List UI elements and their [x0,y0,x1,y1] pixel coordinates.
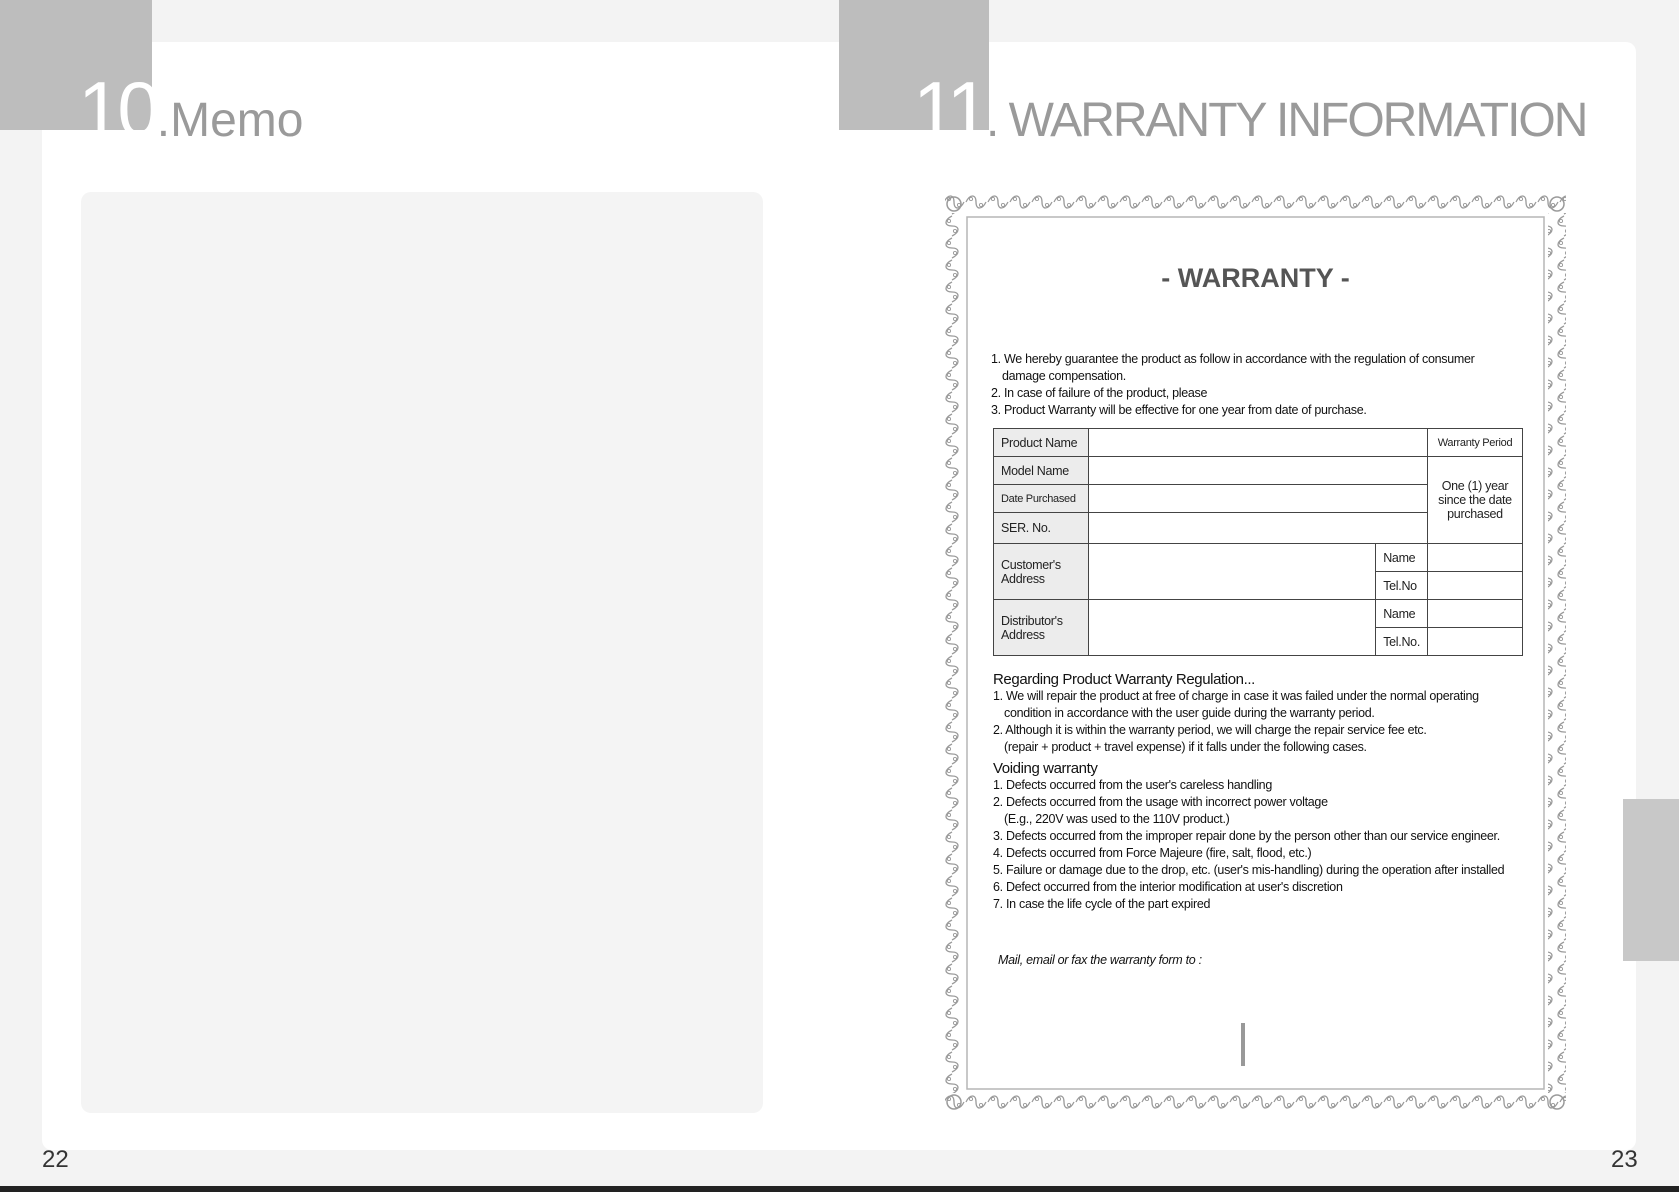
regulation-line: 1. We will repair the product at free of charge in case it was failed under the normal operating [993,689,1479,703]
memo-section-number: 10 [78,65,157,153]
voiding-title: Voiding warranty [993,760,1098,777]
distributor-name-field[interactable] [1428,600,1523,628]
voiding-line: 1. Defects occurred from the user's careless handling [993,778,1272,792]
intro-line: 3. Product Warranty will be effective for one year from date of purchase. [991,403,1367,417]
intro-line: 2. In case of failure of the product, please [991,386,1208,400]
period-line: since the date [1438,493,1512,507]
warranty-period-value [1428,457,1523,544]
regulation-section [993,671,1479,756]
warranty-title: - WARRANTY - [1161,263,1350,293]
ser-no-label: SER. No. [994,513,1089,544]
memo-heading [78,65,304,153]
side-tab [1623,799,1679,961]
intro-line: damage compensation. [1002,369,1126,383]
warranty-certificate [943,193,1568,1113]
distributor-address-label [994,600,1089,656]
voiding-line: 5. Failure or damage due to the drop, etc. (user's mis-handling) during the operation after installed [993,863,1505,877]
voiding-line: 3. Defects occurred from the improper repair done by the person other than our service engineer. [993,829,1500,843]
voiding-line: 6. Defect occurred from the interior modification at user's discretion [993,880,1343,894]
warranty-section-number: 11 [913,65,986,153]
period-line: purchased [1447,507,1503,521]
page-number-left: 22 [42,1146,69,1173]
ser-no-field[interactable] [1089,513,1428,544]
distributor-address-field[interactable] [1089,600,1376,656]
period-line: One (1) year [1441,479,1509,493]
customer-line: Customer's [1001,557,1061,572]
mail-note: Mail, email or fax the warranty form to : [998,953,1202,967]
customer-address-field[interactable] [1089,544,1376,600]
voiding-line: 7. In case the life cycle of the part expired [993,897,1211,911]
voiding-line: (E.g., 220V was used to the 110V product.) [1004,812,1230,826]
customer-name-label: Name [1376,544,1428,572]
memo-area [81,192,763,1113]
model-name-label: Model Name [994,457,1089,485]
regulation-line: condition in accordance with the user guide during the warranty period. [1004,706,1375,720]
regulation-line: (repair + product + travel expense) if it falls under the following cases. [1004,740,1367,754]
page-number-right: 23 [1611,1146,1638,1173]
warranty-table [993,428,1523,656]
voiding-section [993,760,1504,913]
voiding-line: 4. Defects occurred from Force Majeure (fire, salt, flood, etc.) [993,846,1312,860]
regulation-line: 2. Although it is within the warranty period, we will charge the repair service fee etc. [993,723,1427,737]
distributor-tel-field[interactable] [1428,628,1523,656]
warranty-section-title: . WARRANTY INFORMATION [985,94,1587,147]
intro-line: 1. We hereby guarantee the product as follow in accordance with the regulation of consumer [991,352,1475,366]
date-purchased-label: Date Purchased [994,485,1089,513]
voiding-line: 2. Defects occurred from the usage with incorrect power voltage [993,795,1328,809]
memo-section-title: .Memo [156,94,304,147]
bottom-edge [0,1186,1679,1192]
distributor-tel-label: Tel.No. [1376,628,1428,656]
distributor-line: Address [1001,627,1045,642]
product-name-field[interactable] [1089,429,1428,457]
model-name-field[interactable] [1089,457,1428,485]
customer-tel-field[interactable] [1428,572,1523,600]
customer-address-label [994,544,1089,600]
date-purchased-field[interactable] [1089,485,1428,513]
customer-line: Address [1001,571,1045,586]
distributor-name-label: Name [1376,600,1428,628]
warranty-heading [913,65,1587,153]
distributor-line: Distributor's [1001,613,1063,628]
warranty-intro [991,351,1531,419]
warranty-period-label: Warranty Period [1428,429,1523,457]
regulation-title: Regarding Product Warranty Regulation... [993,671,1255,688]
customer-tel-label: Tel.No [1376,572,1428,600]
product-name-label: Product Name [994,429,1089,457]
customer-name-field[interactable] [1428,544,1523,572]
vertical-bar [1241,1023,1245,1066]
